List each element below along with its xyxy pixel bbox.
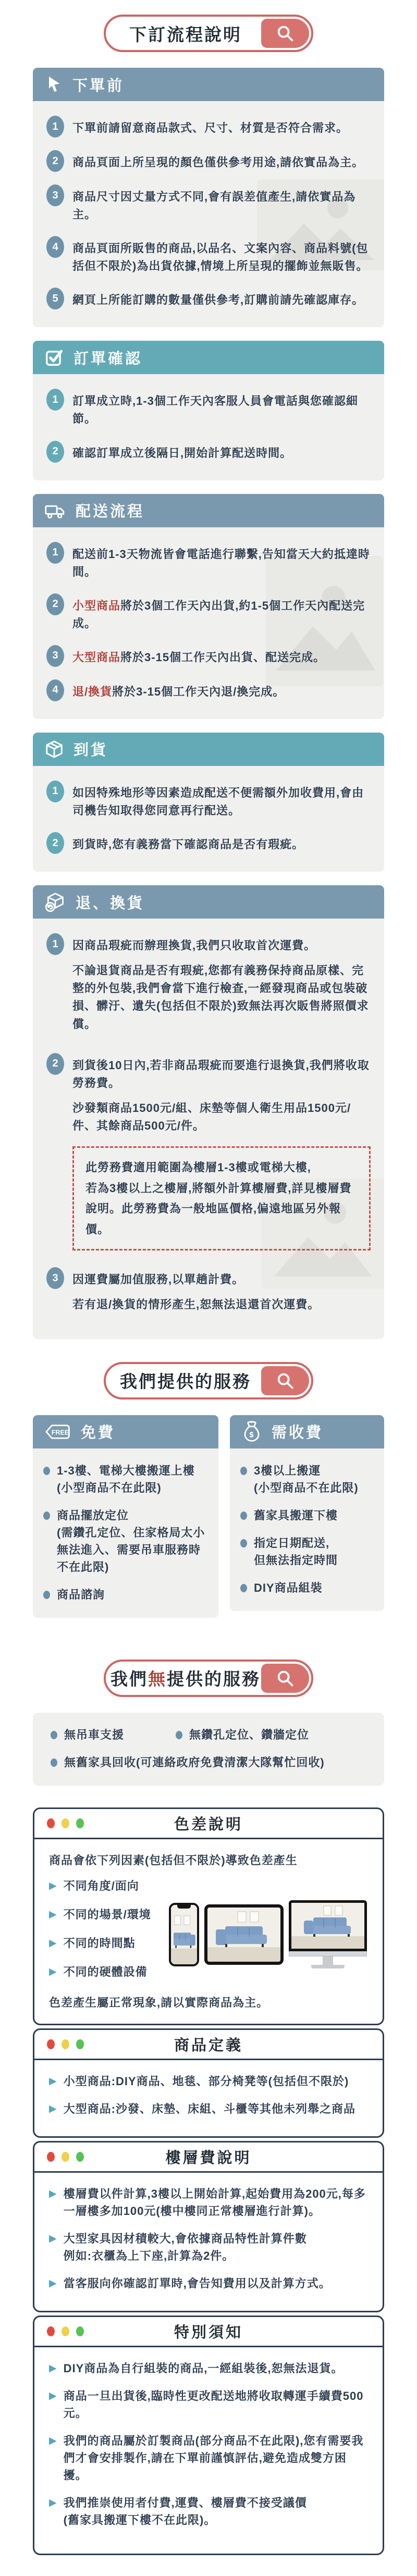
item-number-badge: 1 [46,389,64,411]
service-columns [33,1415,384,1618]
item-number-badge: 1 [46,116,64,138]
section-title: 配送流程 [76,503,145,521]
dot-bullet-icon [240,1512,247,1520]
numbered-item [46,542,371,581]
monitor-mockup [289,1900,367,1968]
arrow-bullet-icon: ▶ [49,2075,57,2087]
bullet-text: 無鑽孔定位、鑽牆定位 [189,1728,310,1741]
section-title: 到貨 [73,742,108,759]
section-delivery-process [33,494,384,719]
bullet-item [49,2073,368,2090]
bullet-item [240,1579,374,1596]
bullet-item [49,1963,164,1980]
highlight-red-text: 大型商品 [72,650,121,664]
page-title: 我們提供的服務 [120,1372,251,1392]
bullet-text: 1-3樓、電梯大樓搬運上樓(小型商品不在此限) [57,1464,195,1494]
dot-bullet-icon [51,1758,57,1767]
arrow-bullet-icon: ▶ [49,1937,57,1949]
section-header [33,885,384,919]
numbered-item [46,1053,371,1255]
bullet-text: 指定日期配送, 但無法指定時間 [254,1536,338,1567]
arrow-bullet-icon: ▶ [49,2390,57,2401]
not-provided-panel [33,1713,384,1786]
card-titlebar [34,2142,383,2173]
column-header [33,1415,218,1448]
item-text: 訂單成立時,1-3個工作天內客服人員會電話與您確認細節。 [72,394,358,426]
bullet-item [240,1507,374,1524]
arrow-bullet-icon: ▶ [49,2188,57,2199]
item-number-badge: 4 [46,679,64,701]
bullet-item [240,1462,374,1496]
section-return-exchange [33,885,384,1339]
numbered-item [46,184,371,224]
title-pill-order-process [104,15,313,52]
bullet-text: 我們的商品屬於訂製商品(部分商品不在此限),您有需要我們才會安排製作,請在下單前謹慎評估,避免造成雙方困擾。 [63,2434,364,2482]
bullet-text: 無吊車支援 [64,1728,125,1741]
section-arrival [33,733,384,872]
card-title: 色差說明 [174,1816,243,1833]
item-number-badge: 1 [46,542,64,564]
bullet-item [51,1754,366,1771]
search-icon [275,1668,295,1688]
money-bag-icon [241,1420,262,1443]
search-button [261,1366,309,1395]
card-titlebar [34,2030,383,2060]
bullet-item [43,1507,208,1576]
cursor-icon [44,75,63,94]
yellow-dot-icon [62,1818,69,1828]
title-pill-services [104,1362,313,1400]
bullet-text: 3樓以上搬運 (小型商品不在此限) [254,1464,359,1494]
arrow-bullet-icon: ▶ [49,2233,57,2244]
bullet-text: 當客服向你確認訂單時,會告知費用以及計算方式。 [63,2276,331,2290]
bullet-item [49,2275,368,2292]
bullet-text: 舊家具搬運下樓 [254,1508,338,1522]
bullet-text: 我們推崇使用者付費,運費、樓層費不接受議價 (舊家具搬運下樓不在此限)。 [63,2496,307,2527]
bullet-text: 不同的時間點 [63,1936,136,1950]
free-tag-icon [44,1421,71,1442]
traffic-dots [47,2326,84,2336]
card-title: 樓層費說明 [165,2149,252,2166]
numbered-item [46,441,371,463]
dot-bullet-icon [43,1591,50,1599]
card-titlebar [34,1809,383,1839]
column-paid [230,1415,384,1618]
numbered-item [46,832,371,854]
item-number-badge: 5 [46,288,64,309]
item-number-badge: 4 [46,236,64,258]
red-dot-icon [47,2039,55,2049]
item-text: 下單前請留意商品款式、尺寸、材質是否符合需求。 [72,121,349,134]
bullet-text: DIY商品為自行組裝的商品,一經組裝後,恕無法退貨。 [63,2361,344,2375]
item-text: 商品頁面所販售的商品,以品名、文案內容、商品料號(包括但不限於)為出貨依據,情境上所呈現的擺飾並無販售。 [72,242,369,273]
highlight-red-text: 退/換貨 [72,685,113,698]
bullet-text: 樓層費以件計算,3樓以上開始計算,起始費用為200元,每多一層樓多加100元(樓中樓同正常樓層進行計算)。 [63,2187,366,2218]
device-mockups [169,1900,368,1968]
phone-mockup [169,1903,199,1966]
checkbox-icon [44,348,64,367]
service-fee-note: 此勞務費適用範圍為樓層1-3樓或電梯大樓, 若為3樓以上之樓層,將額外計算樓層費,詳見樓層費說明。此勞務費為一般地區價格,偏遠地區另外報價。 [72,1146,371,1250]
bullet-item [49,2432,368,2484]
arrow-bullet-icon: ▶ [49,1880,57,1891]
bullet-text: 無舊家具回收(可連絡政府免費清潔大隊幫忙回收) [64,1755,325,1769]
highlight-red-text: 無 [148,1669,167,1689]
traffic-dots [47,2039,84,2049]
dot-bullet-icon [51,1731,57,1739]
bullet-text: 小型商品:DIY商品、地毯、部分椅凳等(包括但不限於) [63,2074,349,2088]
numbered-item [46,593,371,633]
yellow-dot-icon [62,2152,69,2162]
green-dot-icon [76,1818,84,1828]
card-floor-fee [33,2141,384,2312]
page-title: 下訂流程說明 [129,24,242,44]
column-title: 免費 [81,1425,116,1442]
dot-bullet-icon [43,1512,50,1520]
green-dot-icon [76,2039,84,2049]
bullet-item [49,2360,368,2377]
item-text: 到貨後10日內,若非商品瑕疵而要進行退換貨,我們將收取勞務費。 沙發類商品1500元/組、床墊等個人衛生用品1500元/件、其餘商品500元/件。 此勞務費適用範圍為樓層1-3樓或電梯大樓, 若為3樓以上之樓層,將額外計算樓層費,詳見樓層費說明。此勞務費為一般地區價格,偏遠地區另外報價。 [72,1053,371,1255]
card-body [34,1839,383,2024]
truck-icon [44,501,66,521]
item-number-badge: 3 [46,184,64,206]
arrow-bullet-icon: ▶ [49,2362,57,2374]
item-text: 商品頁面上所呈現的顏色僅供參考用途,請依實品為主。 [72,156,364,169]
search-button [261,19,309,48]
item-number-badge: 1 [46,933,64,955]
package-icon [44,739,64,759]
search-icon [275,23,295,43]
sofa-photo [291,1903,364,1949]
dot-bullet-icon [240,1584,247,1592]
search-button [261,1664,309,1693]
numbered-item [46,236,371,275]
bullet-item [49,2494,368,2529]
bullet-item [51,1726,155,1743]
item-number-badge: 2 [46,593,64,615]
title-pill-not-provided [104,1659,313,1697]
bullet-item [43,1462,208,1496]
card-footer: 色差產生屬正常現象,請以實際商品為主。 [49,1996,269,2009]
item-text: 因運費屬加值服務,以單趟計費。 若有退/換貨的情形產生,恕無法退還首次運費。 [72,1273,320,1311]
numbered-item [46,933,371,1040]
bullet-text: DIY商品組裝 [254,1581,323,1594]
dot-bullet-icon [240,1467,247,1475]
item-number-badge: 2 [46,1053,64,1075]
green-dot-icon [76,2326,84,2336]
red-dot-icon [47,2152,55,2162]
bullet-text: 商品擺放定位 (需鑽孔定位、住家格局太小無法進入、需要吊車服務時不在此限) [57,1508,205,1574]
highlight-red-text: 小型商品 [72,599,121,612]
numbered-item [46,645,371,667]
numbered-item [46,1267,371,1321]
item-text: 退/換貨將於3-15個工作天內退/換完成。 [72,685,285,698]
section-before-order [33,68,384,327]
bullet-text: 商品諮詢 [57,1588,105,1601]
red-dot-icon [47,2326,55,2336]
bullet-item [49,1877,164,1894]
dot-bullet-icon [176,1731,182,1739]
bullet-text: 大型商品:沙發、床墊、床組、斗櫃等其他未列舉之商品 [63,2102,355,2115]
bullet-item [49,2230,368,2264]
item-number-badge: 3 [46,645,64,667]
card-title: 商品定義 [174,2037,243,2054]
bullet-item [176,1726,366,1743]
item-text: 大型商品將於3-15個工作天內出貨、配送完成。 [72,650,326,664]
bullet-item [49,1935,164,1952]
section-header [33,68,384,101]
arrow-bullet-icon: ▶ [49,2277,57,2289]
bullet-item [49,2387,368,2422]
numbered-item [46,150,371,172]
item-text: 小型商品將於3個工作天內出貨,約1-5個工作天內配送完成。 [72,599,365,630]
bullet-text: 不同的場景/環境 [63,1908,151,1921]
section-order-confirm [33,341,384,480]
arrow-bullet-icon: ▶ [49,1909,57,1920]
dot-bullet-icon [43,1467,50,1475]
item-number-badge: 1 [46,781,64,802]
item-number-badge: 2 [46,150,64,172]
dot-bullet-icon [240,1539,247,1547]
item-number-badge: 2 [46,441,64,463]
item-text: 如因特殊地形等因素造成配送不便需額外加收費用,會由司機告知取得您同意再行配送。 [72,786,364,818]
bullet-item [240,1534,374,1569]
yellow-dot-icon [62,2326,69,2336]
section-title: 下單前 [72,77,125,94]
bullet-item [49,2100,368,2117]
column-free [33,1415,218,1618]
section-title: 訂單確認 [73,350,143,367]
item-text: 確認訂單成立後隔日,開始計算配送時間。 [72,446,292,460]
arrow-bullet-icon: ▶ [49,2435,57,2446]
section-header [33,494,384,527]
search-icon [275,1371,295,1391]
item-text: 配送前1-3天物流皆會電話進行聯繫,告知當天大約抵達時間。 [72,547,370,578]
card-special-notice [33,2315,384,2555]
numbered-item [46,116,371,138]
svg-text:FREE: FREE [51,1428,69,1436]
bullet-item [49,2185,368,2220]
yellow-dot-icon [62,2039,69,2049]
numbered-item [46,679,371,701]
bullet-item [49,1906,164,1923]
arrow-bullet-icon: ▶ [49,2103,57,2114]
bullet-text: 大型家具因材積較大,會依據商品特性計算件數 例如:衣櫃為上下座,計算為2件。 [63,2232,307,2262]
bullet-text: 不同的硬體設備 [63,1965,148,1978]
bullet-item [43,1586,208,1603]
arrow-bullet-icon: ▶ [49,2497,57,2508]
green-dot-icon [76,2152,84,2162]
svg-text:$: $ [249,1431,254,1440]
numbered-item [46,288,371,309]
card-color-difference [33,1807,384,2025]
card-intro: 商品會依下列因素(包括但不限於)導致色差產生 [49,1853,298,1867]
section-title: 退、換貨 [76,895,145,912]
numbered-item [46,389,371,428]
section-header [33,733,384,766]
sofa-photo [207,1908,280,1962]
card-titlebar [34,2317,383,2347]
item-number-badge: 2 [46,832,64,854]
return-box-icon [44,891,66,913]
item-text: 網頁上所能訂購的數量僅供參考,訂購前請先確認庫存。 [72,293,364,307]
item-number-badge: 3 [46,1267,64,1289]
traffic-dots [47,1818,84,1828]
card-title: 特別須知 [174,2324,243,2341]
item-text: 到貨時,您有義務當下確認商品是否有瑕疵。 [72,838,304,851]
bullet-text: 不同角度/面向 [63,1879,139,1892]
traffic-dots [47,2152,84,2162]
column-header [230,1415,384,1448]
tablet-mockup [204,1904,284,1965]
numbered-item [46,781,371,820]
page-title: 我們無提供的服務 [111,1669,261,1689]
red-dot-icon [47,1818,55,1828]
item-text: 商品尺寸因丈量方式不同,會有誤差值產生,請依實品為主。 [72,190,356,221]
card-product-definition [33,2028,384,2138]
item-text: 因商品瑕疵而辦理換貨,我們只收取首次運費。 不論退貨商品是否有瑕疵,您都有義務保持商品原樣、完整的外包裝,我們會當下進行檢查,一經發現商品或包裝破損、髒汙、遺失(包括但不限於)致無法再次販售將照價求償。 [72,939,369,1031]
bullet-text: 商品一旦出貨後,臨時性更改配送地將收取轉運手續費500元。 [63,2389,364,2420]
section-header [33,341,384,374]
sofa-photo [171,1905,197,1964]
column-title: 需收費 [272,1425,324,1442]
arrow-bullet-icon: ▶ [49,1966,57,1977]
